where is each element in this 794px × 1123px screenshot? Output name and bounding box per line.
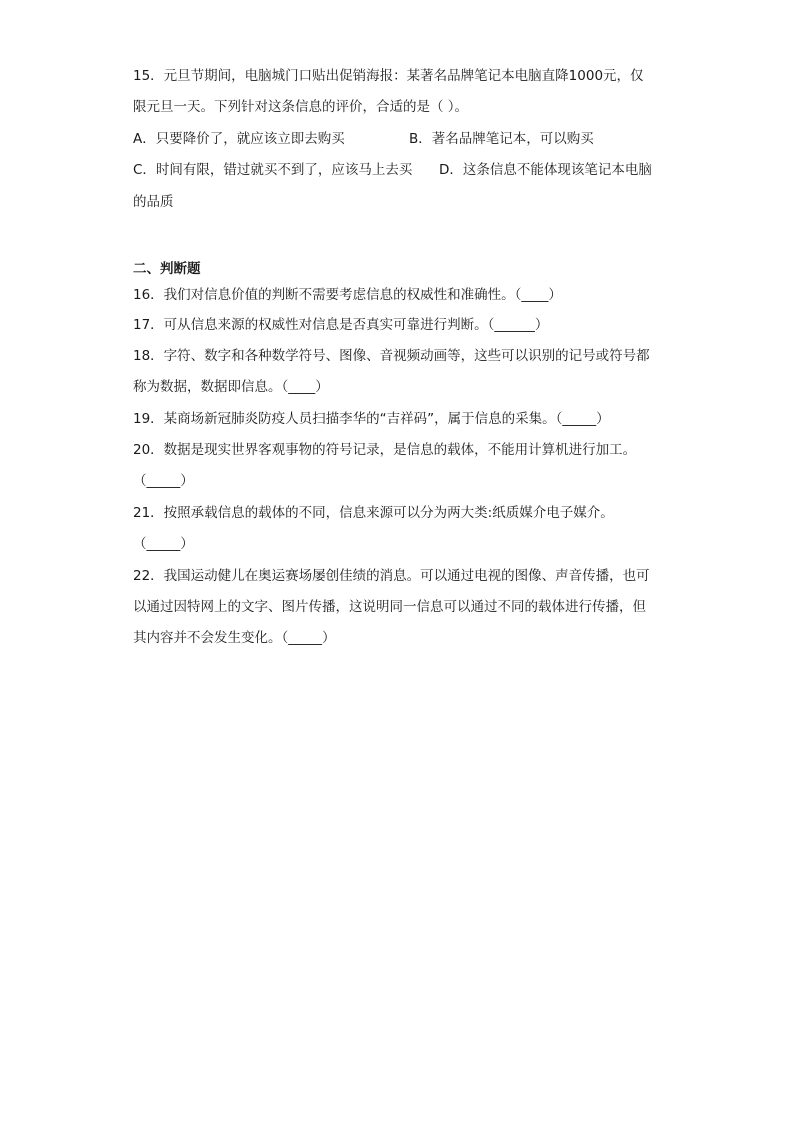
question-22-line-3: 其内容并不会发生变化。（_____）	[133, 630, 336, 646]
question-21-line-1: 21．按照承载信息的载体的不同，信息来源可以分为两大类:纸质媒介电子媒介。	[133, 505, 614, 521]
option-a: A．只要降价了，就应该立即去购买	[133, 131, 345, 147]
question-15-options-cd	[133, 160, 652, 180]
question-15-options-ab	[133, 129, 594, 149]
question-21-line-2: （_____）	[133, 536, 194, 552]
option-c: C．时间有限，错过就买不到了，应该马上去买	[133, 162, 413, 178]
option-d: D．这条信息不能体现该笔记本电脑	[439, 162, 652, 178]
question-15-line-1: 15．元旦节期间，电脑城门口贴出促销海报：某著名品牌笔记本电脑直降1000元，仅	[133, 68, 644, 84]
question-16: 16．我们对信息价值的判断不需要考虑信息的权威性和准确性。（____）	[133, 287, 562, 303]
question-18-line-1: 18．字符、数字和各种数学符号、图像、音视频动画等，这些可以识别的记号或符号都	[133, 348, 650, 364]
question-22-line-2: 以通过因特网上的文字、图片传播，这说明同一信息可以通过不同的载体进行传播，但	[133, 599, 646, 615]
question-17: 17．可从信息来源的权威性对信息是否真实可靠进行判断。（______）	[133, 317, 549, 333]
section-title-judgment: 二、判断题	[133, 261, 201, 277]
question-22-line-1: 22．我国运动健儿在奥运赛场屡创佳绩的消息。可以通过电视的图像、声音传播，也可	[133, 568, 650, 584]
option-b: B．著名品牌笔记本，可以购买	[409, 131, 594, 147]
question-20-line-2: （_____）	[133, 473, 194, 489]
question-18-line-2: 称为数据，数据即信息。（____）	[133, 379, 329, 395]
question-20-line-1: 20．数据是现实世界客观事物的符号记录，是信息的载体，不能用计算机进行加工。	[133, 442, 637, 458]
question-15-line-2: 限元旦一天。下列针对这条信息的评价，合适的是（ ）。	[133, 99, 469, 115]
option-d-continuation: 的品质	[133, 194, 174, 210]
question-19: 19．某商场新冠肺炎防疫人员扫描李华的“吉祥码”，属于信息的采集。（_____）	[133, 411, 610, 427]
